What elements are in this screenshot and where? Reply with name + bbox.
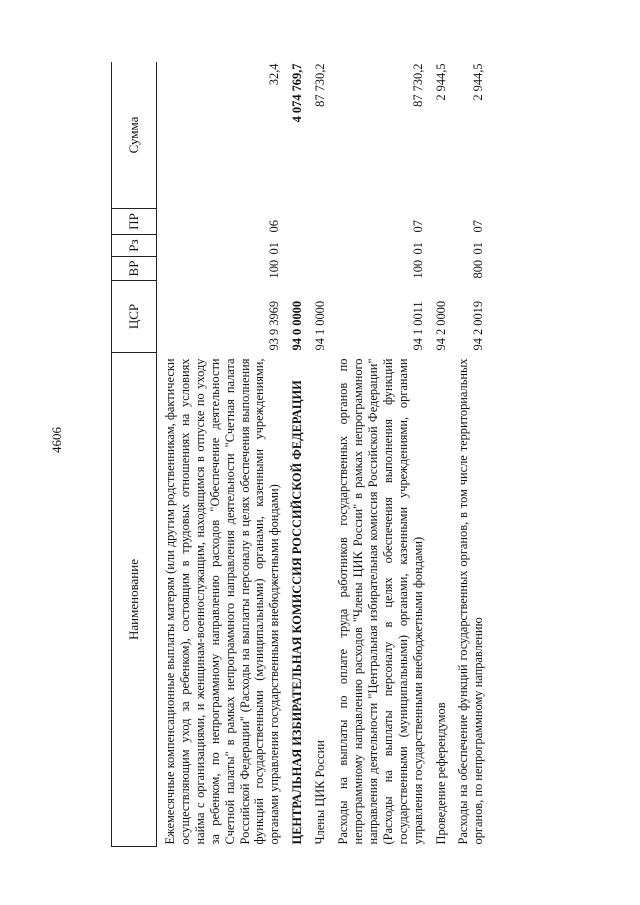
table-row	[328, 62, 425, 847]
rotated-table-frame	[111, 62, 597, 847]
row-sum: 4 074 769,7	[290, 63, 305, 123]
header-vr: ВР	[112, 257, 157, 281]
row-csr: 94 0 0000	[290, 300, 305, 351]
row-sum: 32,4	[267, 63, 282, 86]
header-csr: ЦСР	[112, 281, 157, 353]
header-pr: ПР	[112, 209, 157, 235]
row-csr: 94 1 0000	[313, 300, 328, 351]
row-csr: 94 1 0011	[410, 301, 425, 351]
row-pr: 06	[267, 220, 282, 233]
row-name: ЦЕНТРАЛЬНАЯ ИЗБИРАТЕЛЬНАЯ КОМИССИЯ РОССИЙСКОЙ ФЕДЕРАЦИИ	[290, 380, 305, 845]
row-vr	[426, 257, 449, 281]
row-pr: 07	[410, 220, 425, 233]
row-name: Расходы на выплаты по оплате труда работников государственных органов по непрограммному направлению расходов "Члены ЦИК России" в рамках непрограммного направления деятельности "Центральная избирательная комиссия Российской Федерации" (Расходы на выплаты персоналу в целях обеспечения выполнения функций государственными (муниципальными) органами, казенными учреждениями, органами управления государственными внебюджетными фондами)	[336, 358, 425, 845]
row-name: Проведение референдумов	[433, 702, 448, 845]
row-pr: 07	[471, 220, 486, 233]
row-vr	[305, 257, 328, 281]
table-header	[112, 62, 157, 847]
row-sum: 2 944,5	[471, 63, 486, 101]
row-name: Члены ЦИК России	[313, 740, 328, 845]
row-rz: 01	[410, 242, 425, 255]
row-vr: 800	[471, 259, 486, 279]
row-sum: 87 730,2	[410, 63, 425, 107]
row-rz	[282, 235, 305, 257]
row-pr	[282, 209, 305, 235]
row-vr: 100	[410, 259, 425, 279]
row-vr: 100	[267, 259, 282, 279]
budget-table-container	[111, 62, 597, 847]
row-rz	[305, 235, 328, 257]
row-sum: 2 944,5	[433, 63, 448, 101]
row-name: Расходы на обеспечение функций государственных органов, в том числе территориальных органов, по непрограммному направлению	[456, 358, 486, 845]
header-row	[112, 62, 157, 847]
table-row	[282, 62, 305, 847]
row-rz: 01	[267, 242, 282, 255]
header-rz: Рз	[112, 235, 157, 257]
row-rz: 01	[471, 242, 486, 255]
table-row	[305, 62, 328, 847]
row-vr	[282, 257, 305, 281]
table-row	[426, 62, 449, 847]
row-name: Ежемесячные компенсационные выплаты матерям (или другим родственникам, фактически осуществляющим уход за ребенком), состоящим в трудовых отношениях на условиях найма с организациями, и женщинам-военнослужащим, находящимся в отпуске по уходу за ребенком, по непрограммному направлению расходов "Обеспечение деятельности Счетной палаты" в рамках непрограммного направления деятельности "Счетная палата Российской Федерации" (Расходы на выплаты персоналу в целях обеспечения выполнения функций государственными (муниципальными) органами, казенными учреждениями, органами управления государственными внебюджетными фондами)	[163, 358, 282, 845]
table-row	[448, 62, 486, 847]
header-sum: Сумма	[112, 62, 157, 209]
row-sum: 87 730,2	[313, 63, 328, 107]
table-body	[157, 62, 487, 847]
row-csr: 94 2 0000	[433, 300, 448, 351]
page-number: 4606	[49, 427, 64, 453]
row-rz	[426, 235, 449, 257]
row-pr	[426, 209, 449, 235]
budget-table	[111, 62, 486, 847]
row-pr	[305, 209, 328, 235]
header-name: Наименование	[112, 353, 157, 847]
row-csr: 94 2 0019	[471, 300, 486, 351]
row-csr: 93 9 3969	[267, 300, 282, 351]
table-row	[157, 62, 283, 847]
